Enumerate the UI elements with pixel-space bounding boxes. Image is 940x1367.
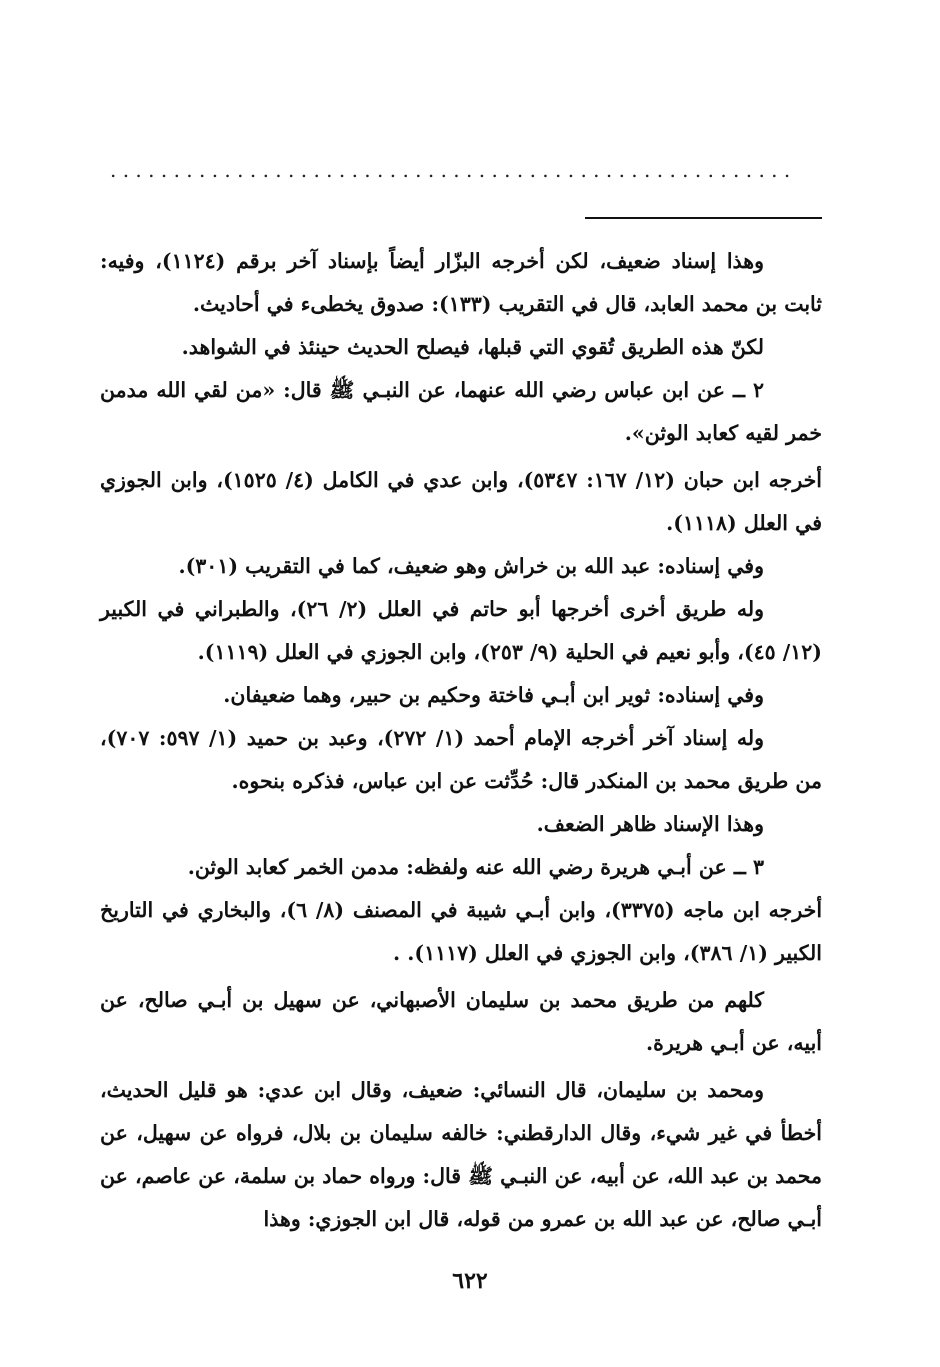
dotted-separator: . . . . . . . . . . . . . . . . . . . . . . . . . . . . . . . . . . . . . . . . . . . . . . . . . . . . . . (110, 158, 791, 182)
paragraph: وهذا إسناد ضعيف، لكن أخرجه البزّار أيضاً بإسناد آخر برقم (١١٢٤)، وفيه: ثابت بن محمد العابد، قال في التقريب (١٣٣): صدوق يخطىء في أحاديث. (100, 249, 822, 316)
paragraph: ٢ ــ عن ابن عباس رضي الله عنهما، عن النبـي ﷺ قال: «من لقي الله مدمن خمر لقيه كعابد الوثن». (100, 378, 822, 445)
paragraph: أخرجه ابن حبان (١٢/ ١٦٧: ٥٣٤٧)، وابن عدي في الكامل (٤/ ١٥٢٥)، وابن الجوزي في العلل (١١١٨). (100, 468, 823, 535)
paragraph: لكنّ هذه الطريق تُقوي التي قبلها، فيصلح الحديث حينئذ في الشواهد. (181, 335, 764, 359)
paragraph: ٣ ــ عن أبـي هريرة رضي الله عنه ولفظه: مدمن الخمر كعابد الوثن. (187, 855, 764, 879)
page-number: ٦٢٢ (452, 1268, 488, 1294)
paragraph: وله إسناد آخر أخرجه الإمام أحمد (١/ ٢٧٢)، وعبد بن حميد (١/ ٥٩٧: ٧٠٧)، من طريق محمد بن المنكدر قال: حُدِّثت عن ابن عباس، فذكره بنحوه. (100, 726, 822, 793)
paragraph: ومحمد بن سليمان، قال النسائي: ضعيف، وقال ابن عدي: هو قليل الحديث، أخطأ في غير شيء، وقال الدارقطني: خالفه سليمان بن بلال، فرواه عن سهيل، عن محمد بن عبد الله، عن أبيه، عن النبـي ﷺ قال: ورواه حماد بن سلمة، عن عاصم، عن أبـي صالح، عن عبد الله بن عمرو من قوله، قال ابن الجوزي: وهذا (100, 1078, 822, 1231)
footnote-rule (585, 217, 822, 219)
paragraph: كلهم من طريق محمد بن سليمان الأصبهاني، عن سهيل بن أبـي صالح، عن أبيه، عن أبـي هريرة. (100, 988, 822, 1055)
footnote-body (100, 240, 822, 1241)
paragraph: أخرجه ابن ماجه (٣٣٧٥)، وابن أبـي شيبة في المصنف (٨/ ٦)، والبخاري في التاريخ الكبير (١/ ٣٨٦)، وابن الجوزي في العلل (١١١٧). . (100, 898, 823, 965)
paragraph: وهذا الإسناد ظاهر الضعف. (536, 812, 764, 836)
paragraph: وفي إسناده: ثوير ابن أبـي فاختة وحكيم بن حبير، وهما ضعيفان. (223, 683, 764, 707)
paragraph: وله طريق أخرى أخرجها أبو حاتم في العلل (٢/ ٢٦)، والطبراني في الكبير (١٢/ ٤٥)، وأبو نعيم في الحلية (٩/ ٢٥٣)، وابن الجوزي في العلل (١١١٩). (100, 597, 822, 664)
paragraph: وفي إسناده: عبد الله بن خراش وهو ضعيف، كما في التقريب (٣٠١). (178, 554, 764, 578)
